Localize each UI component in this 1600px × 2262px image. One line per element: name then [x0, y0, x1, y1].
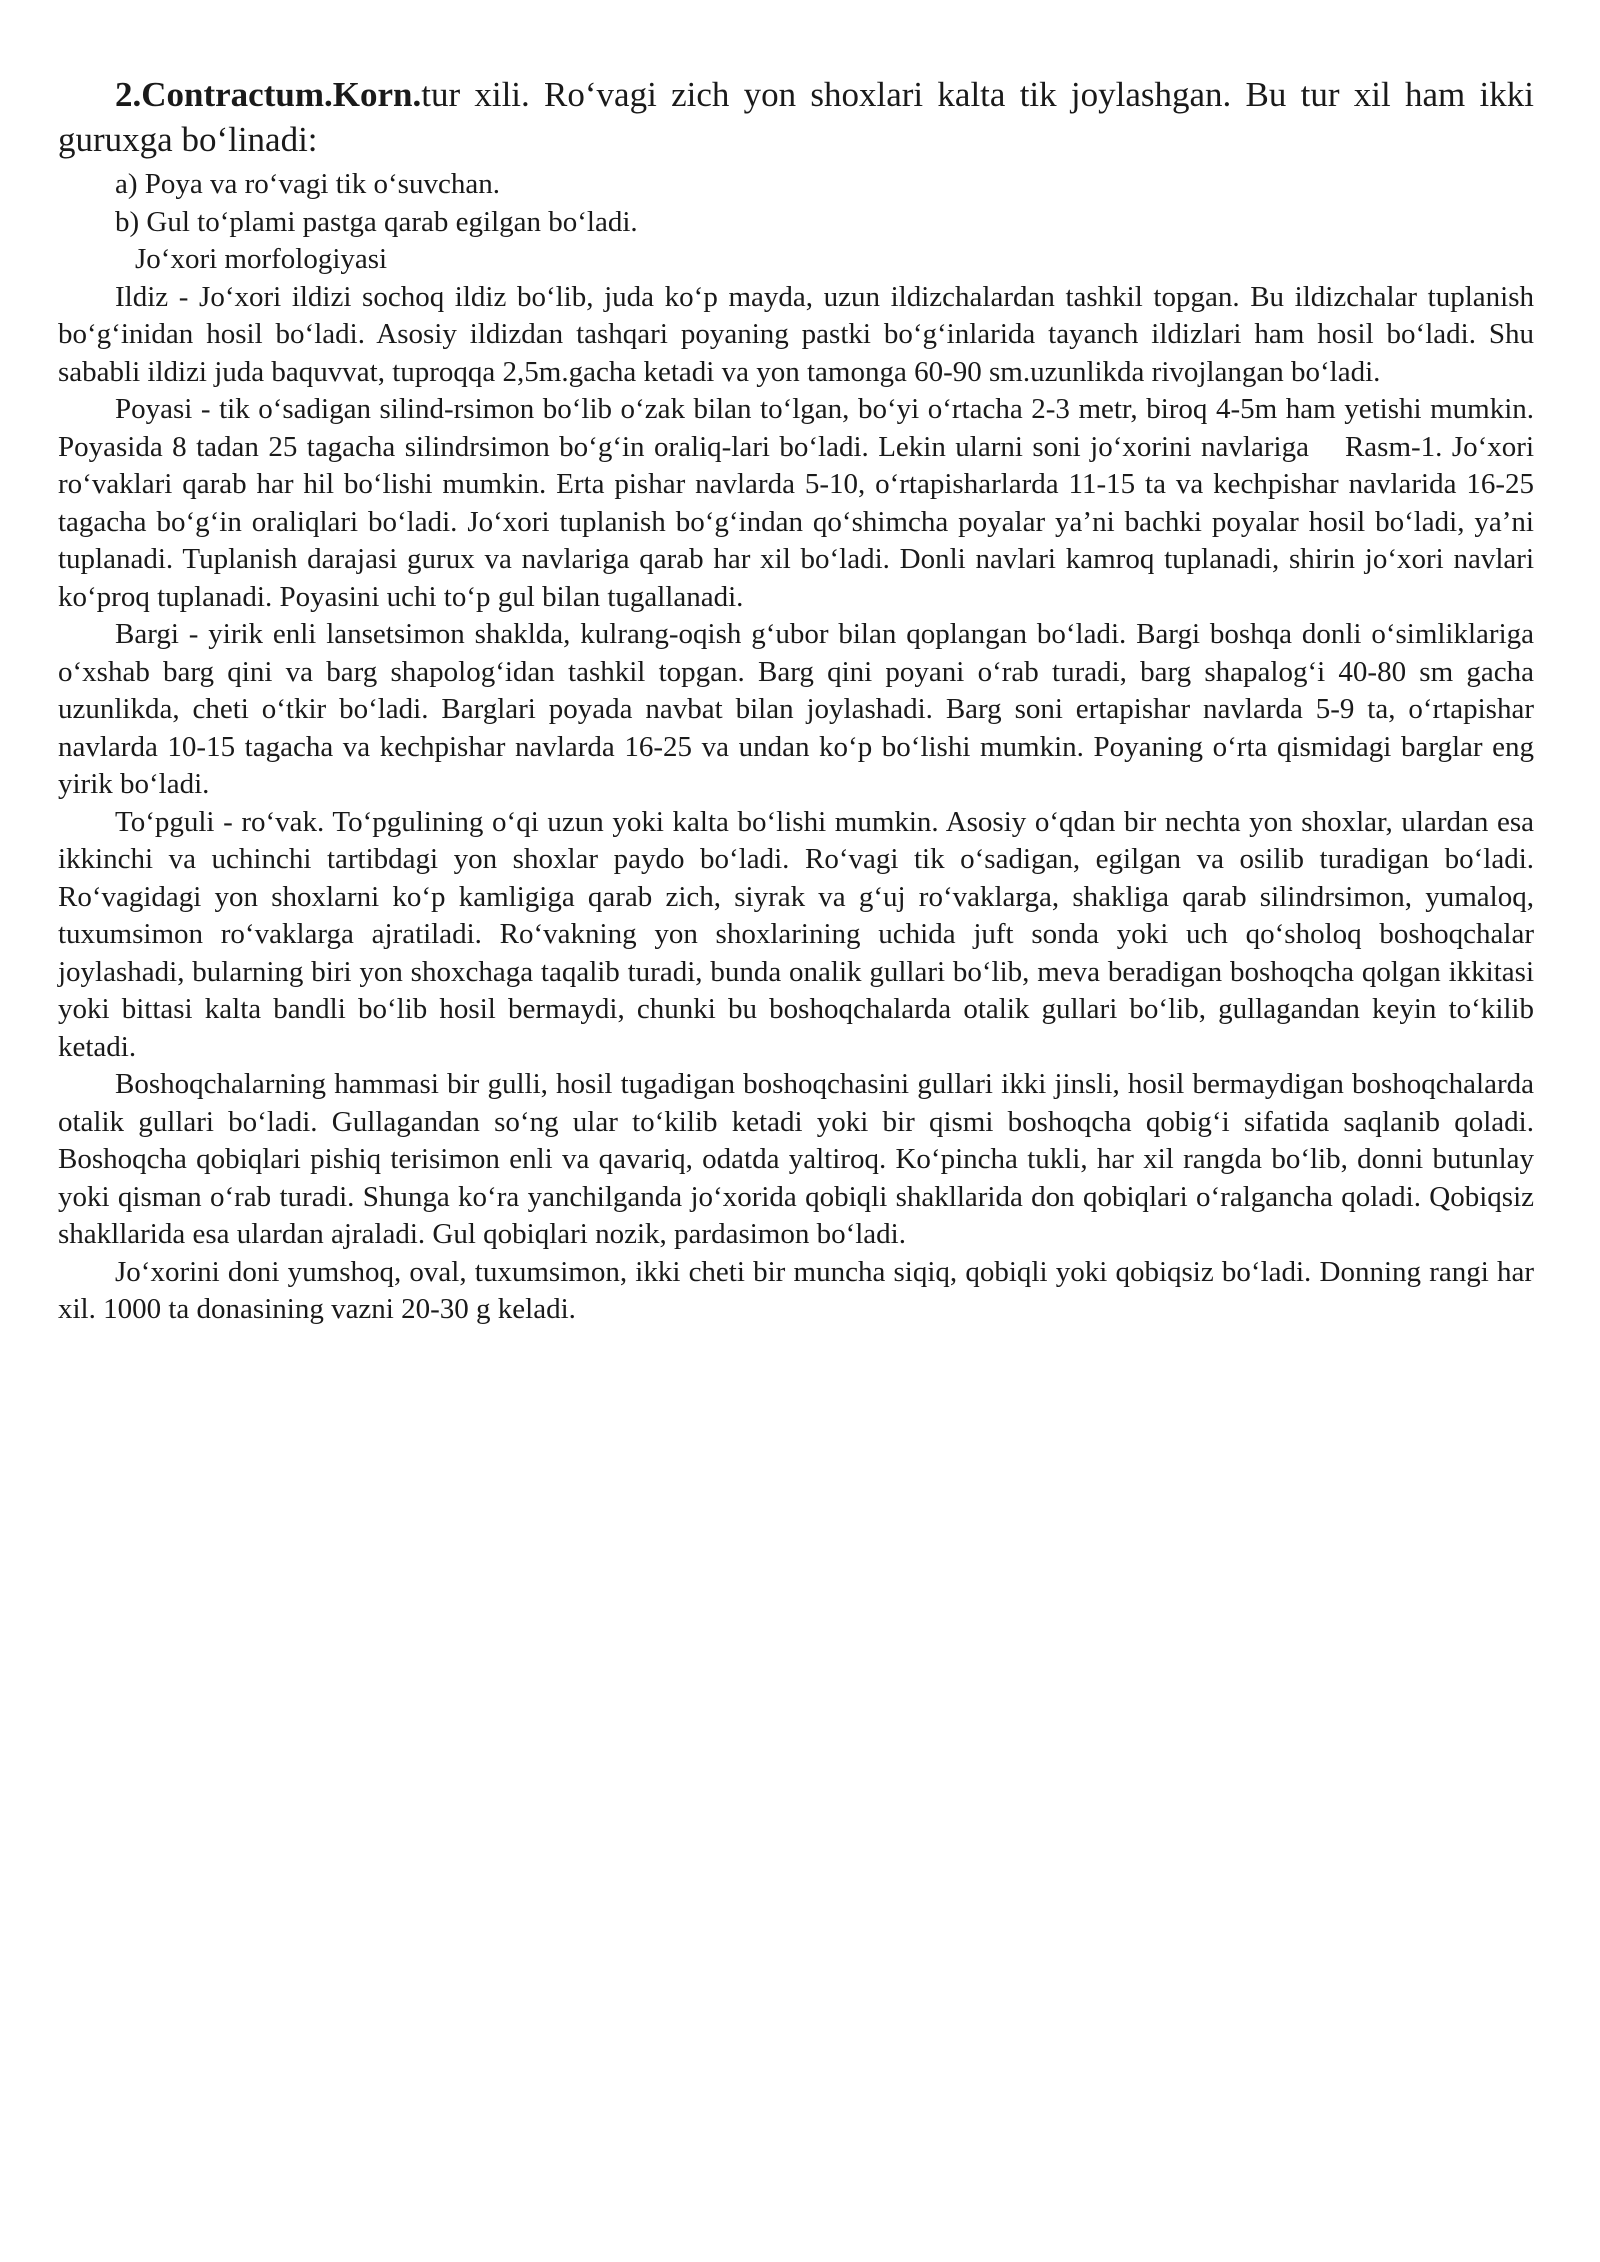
paragraph-bargi: Bargi - yirik enli lansetsimon shaklda, kulrang-oqish g‘ubor bilan qoplangan bo‘ladi. Bargi boshqa donli o‘simliklariga o‘xshab barg qini va barg shapolog‘idan tashkil topgan. Barg qini poyani o‘rab turadi, barg shapalog‘i 40-80 sm gacha uzunlikda, cheti o‘tkir bo‘ladi. Barglari poyada navbat bilan joylashadi. Barg soni ertapishar navlarda 5-9 ta, o‘rtapishar navlarda 10-15 tagacha va kechpishar navlarda 16-25 va undan ko‘p bo‘lishi mumkin. Poyaning o‘rta qismidagi barglar eng yirik bo‘ladi. — [58, 618, 1534, 800]
list-item-b: b) Gul to‘plami pastga qarab egilgan bo‘ladi. — [115, 205, 638, 238]
paragraph-topguli: To‘pguli - ro‘vak. To‘pgulining o‘qi uzun yoki kalta bo‘lishi mumkin. Asosiy o‘qdan bir nechta yon shoxlar, ulardan esa ikkinchi va uchinchi tartibdagi yon shoxlar paydo bo‘ladi. Ro‘vagi tik o‘sadigan, egilgan va osilib turadigan bo‘ladi. Ro‘vagidagi yon shoxlarni ko‘p kamligiga qarab zich, siyrak va g‘uj ro‘vaklarga, shakliga qarab silindrsimon, yumaloq, tuxumsimon ro‘vaklarga ajratiladi. Ro‘vakning yon shoxlarining uchida juft sonda yoki uch qo‘sholoq boshoqchalar joylashadi, bularning biri yon shoxchaga taqalib turadi, bunda onalik gullari bo‘lib, meva beradigan boshoqcha qolgan ikkitasi yoki bittasi kalta bandli bo‘lib hosil bermaydi, chunki bu boshoqchalarda otalik gullari bo‘lib, gullagandan keyin to‘kilib ketadi. — [58, 805, 1534, 1063]
paragraph-ildiz: Ildiz - Jo‘xori ildizi sochoq ildiz bo‘lib, juda ko‘p mayda, uzun ildizchalardan tashkil topgan. Bu ildizchalar tuplanish bo‘g‘inidan hosil bo‘ladi. Asosiy ildizdan tashqari poyaning pastki bo‘g‘inlarida tayanch ildizlari ham hosil bo‘ladi. Shu sababli ildizi juda baquvvat, tuproqqa 2,5m.gacha ketadi va yon tamonga 60-90 sm.uzunlikda rivojlangan bo‘ladi. — [58, 280, 1534, 388]
paragraph-poyasi-part2: Rasm-1. Jo‘xori ro‘vaklari qarab har hil bo‘lishi mumkin. Erta pishar navlarda 5-10, o‘rtapisharlarda 11-15 ta va kechpishar navlarida 16-25 tagacha bo‘g‘in oraliqlari bo‘ladi. Jo‘xori tuplanish bo‘g‘indan qo‘shimcha poyalar ya’ni bachki poyalar hosil bo‘ladi, ya’ni tuplanadi. Tuplanish darajasi gurux va navlariga qarab har xil bo‘ladi. Donli navlari kamroq tuplanadi, shirin jo‘xori navlari ko‘proq tuplanadi. Poyasini uchi to‘p gul bilan tugallanadi. — [58, 430, 1535, 613]
paragraph-poyasi — [58, 391, 1534, 616]
list-item-a: a) Poya va ro‘vagi tik o‘suvchan. — [115, 168, 500, 200]
section-heading-text: tur xili. Ro‘vagi zich yon shoxlari kalta tik joylashgan. Bu tur xil ham ikki guruxga bo‘linadi: — [58, 75, 1534, 159]
section-heading — [58, 72, 1534, 162]
document-page — [58, 72, 1534, 1329]
paragraph-boshoqcha: Boshoqchalarning hammasi bir gulli, hosil tugadigan boshoqchasini gullari ikki jinsli, hosil bermaydigan boshoqchalarda otalik gullari bo‘ladi. Gullagandan so‘ng ular to‘kilib ketadi yoki bir qismi boshoqcha qobig‘i sifatida saqlanib qoladi. Boshoqcha qobiqlari pishiq terisimon enli va qavariq, odatda yaltiroq. Ko‘pincha tukli, har xil rangda bo‘lib, donni butunlay yoki qisman o‘rab turadi. Shunga ko‘ra yanchilganda jo‘xorida qobiqli shakllarida don qobiqlari o‘ralgancha qoladi. Qobiqsiz shakllarida esa ulardan ajraladi. Gul qobiqlari nozik, pardasimon bo‘ladi. — [58, 1068, 1534, 1250]
section-heading-bold: 2.Contractum.Korn. — [115, 75, 422, 114]
paragraph-don: Jo‘xorini doni yumshoq, oval, tuxumsimon, ikki cheti bir muncha siqiq, qobiqli yoki qobiqsiz bo‘ladi. Donning rangi har xil. 1000 ta donasining vazni 20-30 g keladi. — [58, 1255, 1534, 1325]
paragraph-poyasi-part1: Poyasi - tik o‘sadigan silind-rsimon bo‘lib o‘zak bilan to‘lgan, bo‘yi o‘rtacha 2-3 metr, biroq 4-5m ham yetishi mumkin. Poyasida 8 tadan 25 tagacha silindrsimon bo‘g‘in oraliq-lari bo‘ladi. Lekin ularni soni jo‘xorini navlariga — [58, 393, 1534, 463]
subsection-title: Jo‘xori morfologiyasi — [135, 243, 388, 275]
